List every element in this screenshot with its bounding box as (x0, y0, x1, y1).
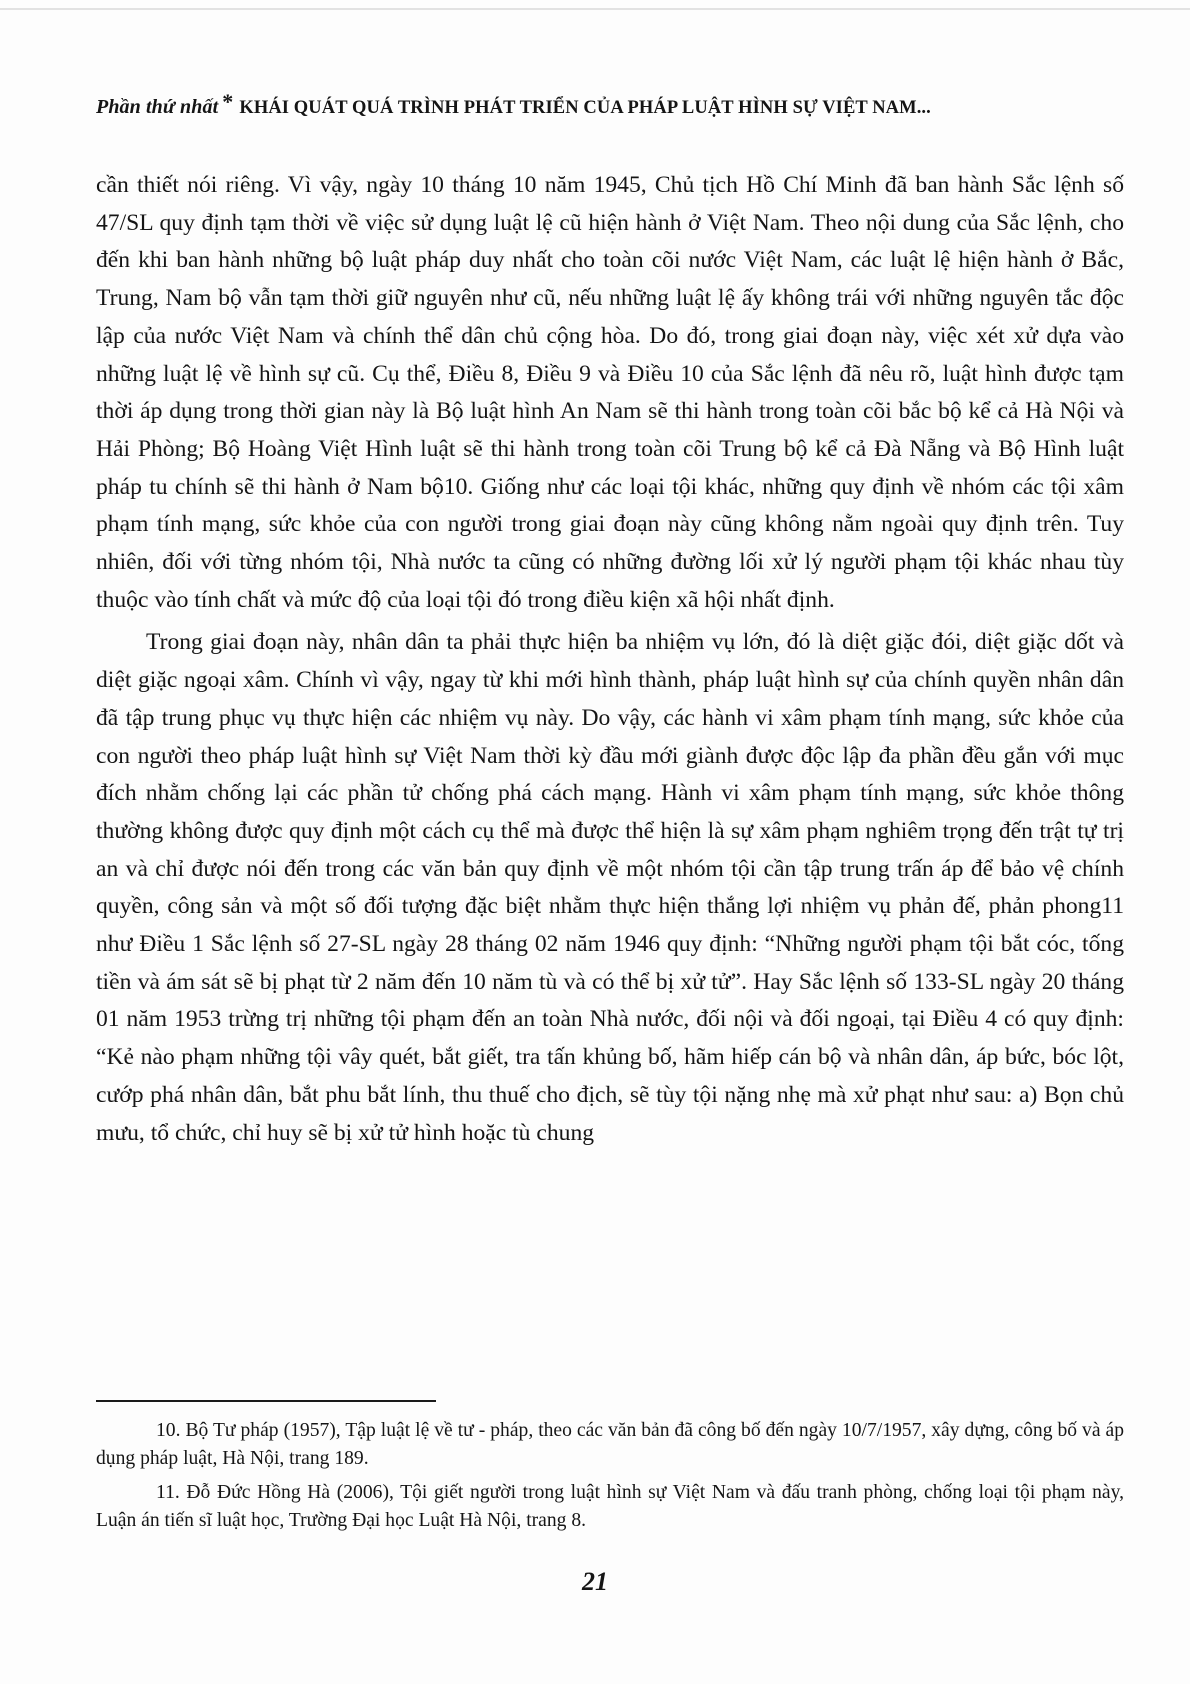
running-header (96, 89, 1116, 119)
footnote-10: 10. Bộ Tư pháp (1957), Tập luật lệ về tư - pháp, theo các văn bản đã công bố đến ngày 10/7/1957, xây dựng, công bố và áp dụng pháp luật, Hà Nội, trang 189. (96, 1420, 1124, 1469)
footnote-11: 11. Đỗ Đức Hồng Hà (2006), Tội giết người trong luật hình sự Việt Nam và đấu tranh phòng, chống loại tội phạm này, Luận án tiến sĩ luật học, Trường Đại học Luật Hà Nội, trang 8. (96, 1482, 1124, 1531)
header-separator: * (222, 89, 234, 114)
paragraph: cần thiết nói riêng. Vì vậy, ngày 10 tháng 10 năm 1945, Chủ tịch Hồ Chí Minh đã ban hành Sắc lệnh số 47/SL quy định tạm thời về việc sử dụng luật lệ cũ hiện hành ở Việt Nam. Theo nội dung của Sắc lệnh, cho đến khi ban hành những bộ luật pháp duy nhất cho toàn cõi nước Việt Nam, các luật lệ hiện hành ở Bắc, Trung, Nam bộ vẫn tạm thời giữ nguyên như cũ, nếu những luật lệ ấy không trái với những nguyên tắc độc lập của nước Việt Nam và chính thể dân chủ cộng hòa. Do đó, trong giai đoạn này, việc xét xử dựa vào những luật lệ về hình sự cũ. Cụ thể, Điều 8, Điều 9 và Điều 10 của Sắc lệnh đã nêu rõ, luật hình được tạm thời áp dụng trong thời gian này là Bộ luật hình An Nam sẽ thi hành trong toàn cõi bắc bộ kể cả Hà Nội và Hải Phòng; Bộ Hoàng Việt Hình luật sẽ thi hành trong toàn cõi Trung bộ kể cả Đà Nẵng và Bộ Hình luật pháp tu chính sẽ thi hành ở Nam bộ10. Giống như các loại tội khác, những quy định về nhóm các tội xâm phạm tính mạng, sức khỏe của con người trong giai đoạn này cũng không nằm ngoài quy định trên. Tuy nhiên, đối với từng nhóm tội, Nhà nước ta cũng có những đường lối xử lý người phạm tội khác nhau tùy thuộc vào tính chất và mức độ của loại tội đó trong điều kiện xã hội nhất định. (96, 172, 1124, 613)
page-number: 21 (582, 1567, 608, 1596)
header-part-label: Phần thứ nhất (96, 96, 219, 118)
footnotes (96, 1417, 1124, 1541)
paragraph: Trong giai đoạn này, nhân dân ta phải thực hiện ba nhiệm vụ lớn, đó là diệt giặc đói, diệt giặc dốt và diệt giặc ngoại xâm. Chính vì vậy, ngay từ khi mới hình thành, pháp luật hình sự của chính quyền nhân dân đã tập trung phục vụ thực hiện các nhiệm vụ này. Do vậy, các hành vi xâm phạm tính mạng, sức khỏe của con người theo pháp luật hình sự Việt Nam thời kỳ đầu mới giành được độc lập đa phần đều gắn với mục đích nhằm chống lại các phần tử chống phá cách mạng. Hành vi xâm phạm tính mạng, sức khỏe thông thường không được quy định một cách cụ thể mà được thể hiện là sự xâm phạm nghiêm trọng đến trật tự trị an và chỉ được nói đến trong các văn bản quy định về một nhóm tội cần tập trung trấn áp để bảo vệ chính quyền, công sản và một số đối tượng đặc biệt nhằm thực hiện thắng lợi nhiệm vụ phản đế, phản phong11 như Điều 1 Sắc lệnh số 27-SL ngày 28 tháng 02 năm 1946 quy định: “Những người phạm tội bắt cóc, tống tiền và ám sát sẽ bị phạt từ 2 năm đến 10 năm tù và có thể bị xử tử”. Hay Sắc lệnh số 133-SL ngày 20 tháng 01 năm 1953 trừng trị những tội phạm đến an toàn Nhà nước, đối nội và đối ngoại, tại Điều 4 có quy định: “Kẻ nào phạm những tội vây quét, bắt giết, tra tấn khủng bố, hãm hiếp cán bộ và nhân dân, áp bức, bóc lột, cướp phá nhân dân, bắt phu bắt lính, thu thuế cho địch, sẽ tùy tội nặng nhẹ mà xử phạt như sau: a) Bọn chủ mưu, tổ chức, chỉ huy sẽ bị xử tử hình hoặc tù chung (96, 629, 1124, 1146)
body-text (96, 167, 1124, 1152)
footnote-divider (96, 1400, 436, 1402)
header-title: KHÁI QUÁT QUÁ TRÌNH PHÁT TRIỂN CỦA PHÁP LUẬT HÌNH SỰ VIỆT NAM... (239, 98, 931, 118)
page-top-edge (0, 8, 1190, 10)
